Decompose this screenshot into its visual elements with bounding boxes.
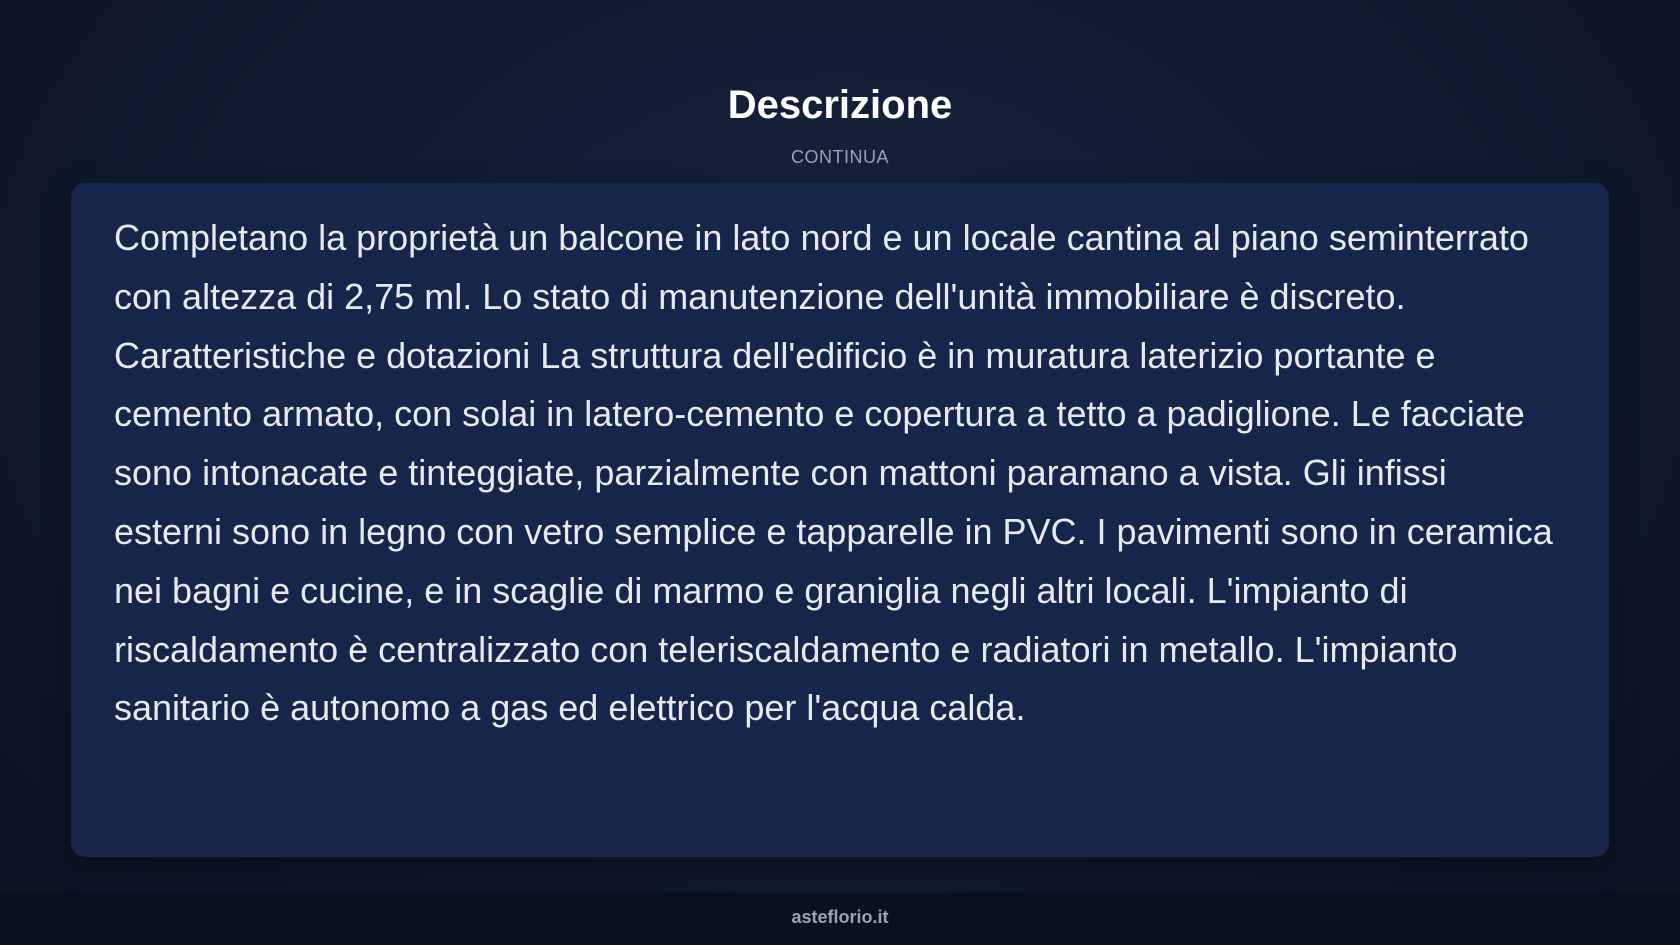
footer — [0, 893, 1680, 945]
description-text: Completano la proprietà un balcone in lato nord e un locale cantina al piano seminterrato con altezza di 2,75 ml. Lo stato di manutenzione dell'unità immobiliare è discreto. Caratteristiche e dotazioni La struttura dell'edificio è in muratura laterizio portante e cemento armato, con solai in latero-cemento e copertura a tetto a padiglione. Le facciate sono intonacate e tinteggiate, parzialmente con mattoni paramano a vista. Gli infissi esterni sono in legno con vetro semplice e tapparelle in PVC. I pavimenti sono in ceramica nei bagni e cucine, e in scaglie di marmo e graniglia negli altri locali. L'impianto di riscaldamento è centralizzato con teleriscaldamento e radiatori in metallo. L'impianto sanitario è autonomo a gas ed elettrico per l'acqua calda. — [114, 217, 1553, 729]
continue-label: CONTINUA — [791, 147, 889, 167]
page-title: Descrizione — [727, 83, 953, 127]
footer-site-name: asteflorio.it — [791, 907, 889, 927]
description-card — [71, 183, 1609, 857]
